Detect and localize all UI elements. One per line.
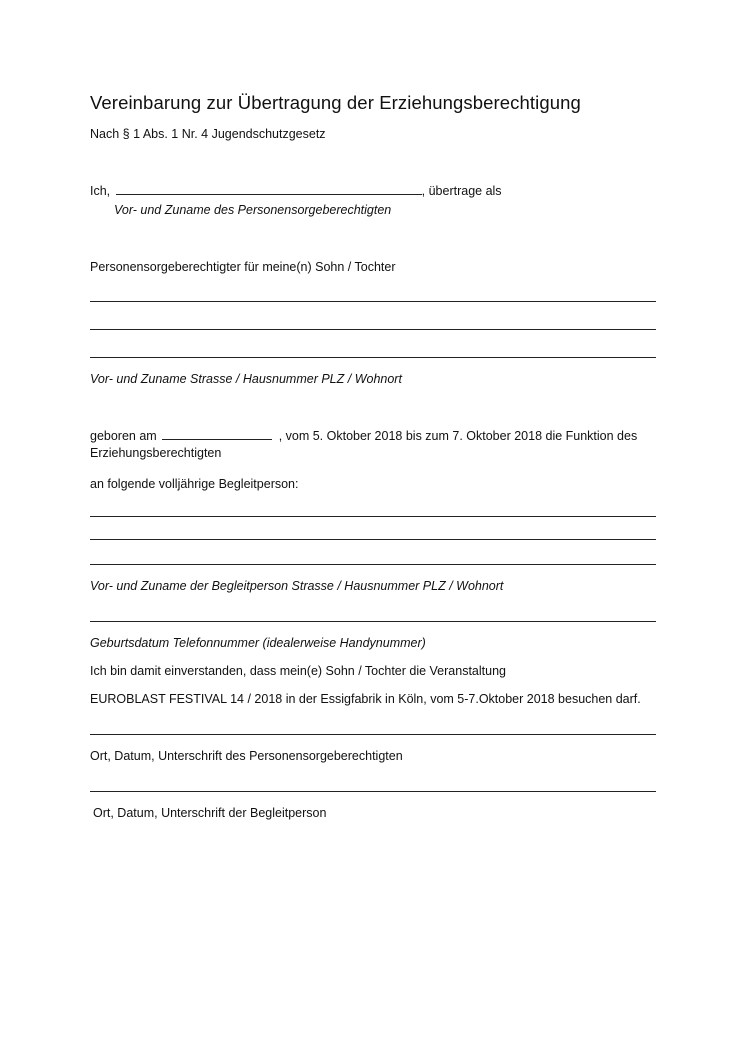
- caption-birth-phone: Geburtsdatum Telefonnummer (idealerweise Handynummer): [90, 636, 426, 650]
- consent-line-1: Ich bin damit einverstanden, dass mein(e) Sohn / Tochter die Veranstaltung: [90, 664, 506, 678]
- caption-companion-signature: Ort, Datum, Unterschrift der Begleitperson: [93, 806, 327, 820]
- companion-address-blank-1[interactable]: [90, 516, 656, 517]
- child-address-blank-3[interactable]: [90, 357, 656, 358]
- caption-companion-address: Vor- und Zuname der Begleitperson Strasse / Hausnummer PLZ / Wohnort: [90, 579, 504, 593]
- geboren-line: [90, 429, 637, 443]
- ich-suffix: , übertrage als: [421, 184, 502, 198]
- caption-parent-name: Vor- und Zuname des Personensorgeberechtigten: [114, 203, 392, 217]
- companion-signature-blank[interactable]: [90, 791, 656, 792]
- consent-line-2: EUROBLAST FESTIVAL 14 / 2018 in der Essigfabrik in Köln, vom 5-7.Oktober 2018 besuchen darf.: [90, 692, 641, 706]
- document-title: Vereinbarung zur Übertragung der Erziehungsberechtigung: [90, 92, 581, 113]
- ich-prefix: Ich,: [90, 184, 111, 198]
- birthdate-blank[interactable]: [162, 429, 272, 440]
- birth-phone-blank[interactable]: [90, 621, 656, 622]
- companion-address-blank-3[interactable]: [90, 564, 656, 565]
- geboren-continuation: Erziehungsberechtigten: [90, 446, 222, 460]
- companion-address-blank-2[interactable]: [90, 539, 656, 540]
- parent-signature-blank[interactable]: [90, 734, 656, 735]
- geboren-suffix: , vom 5. Oktober 2018 bis zum 7. Oktober 2018 die Funktion des: [278, 429, 638, 443]
- geboren-prefix: geboren am: [90, 429, 157, 443]
- caption-child-address: Vor- und Zuname Strasse / Hausnummer PLZ / Wohnort: [90, 372, 402, 386]
- parent-name-blank[interactable]: [116, 184, 422, 195]
- child-address-blank-1[interactable]: [90, 301, 656, 302]
- ich-line: [90, 184, 502, 198]
- document-subtitle: Nach § 1 Abs. 1 Nr. 4 Jugendschutzgesetz: [90, 127, 326, 141]
- personensorge-line: Personensorgeberechtigter für meine(n) Sohn / Tochter: [90, 260, 396, 274]
- caption-parent-signature: Ort, Datum, Unterschrift des Personensorgeberechtigten: [90, 749, 403, 763]
- begleitperson-line: an folgende volljährige Begleitperson:: [90, 477, 299, 491]
- child-address-blank-2[interactable]: [90, 329, 656, 330]
